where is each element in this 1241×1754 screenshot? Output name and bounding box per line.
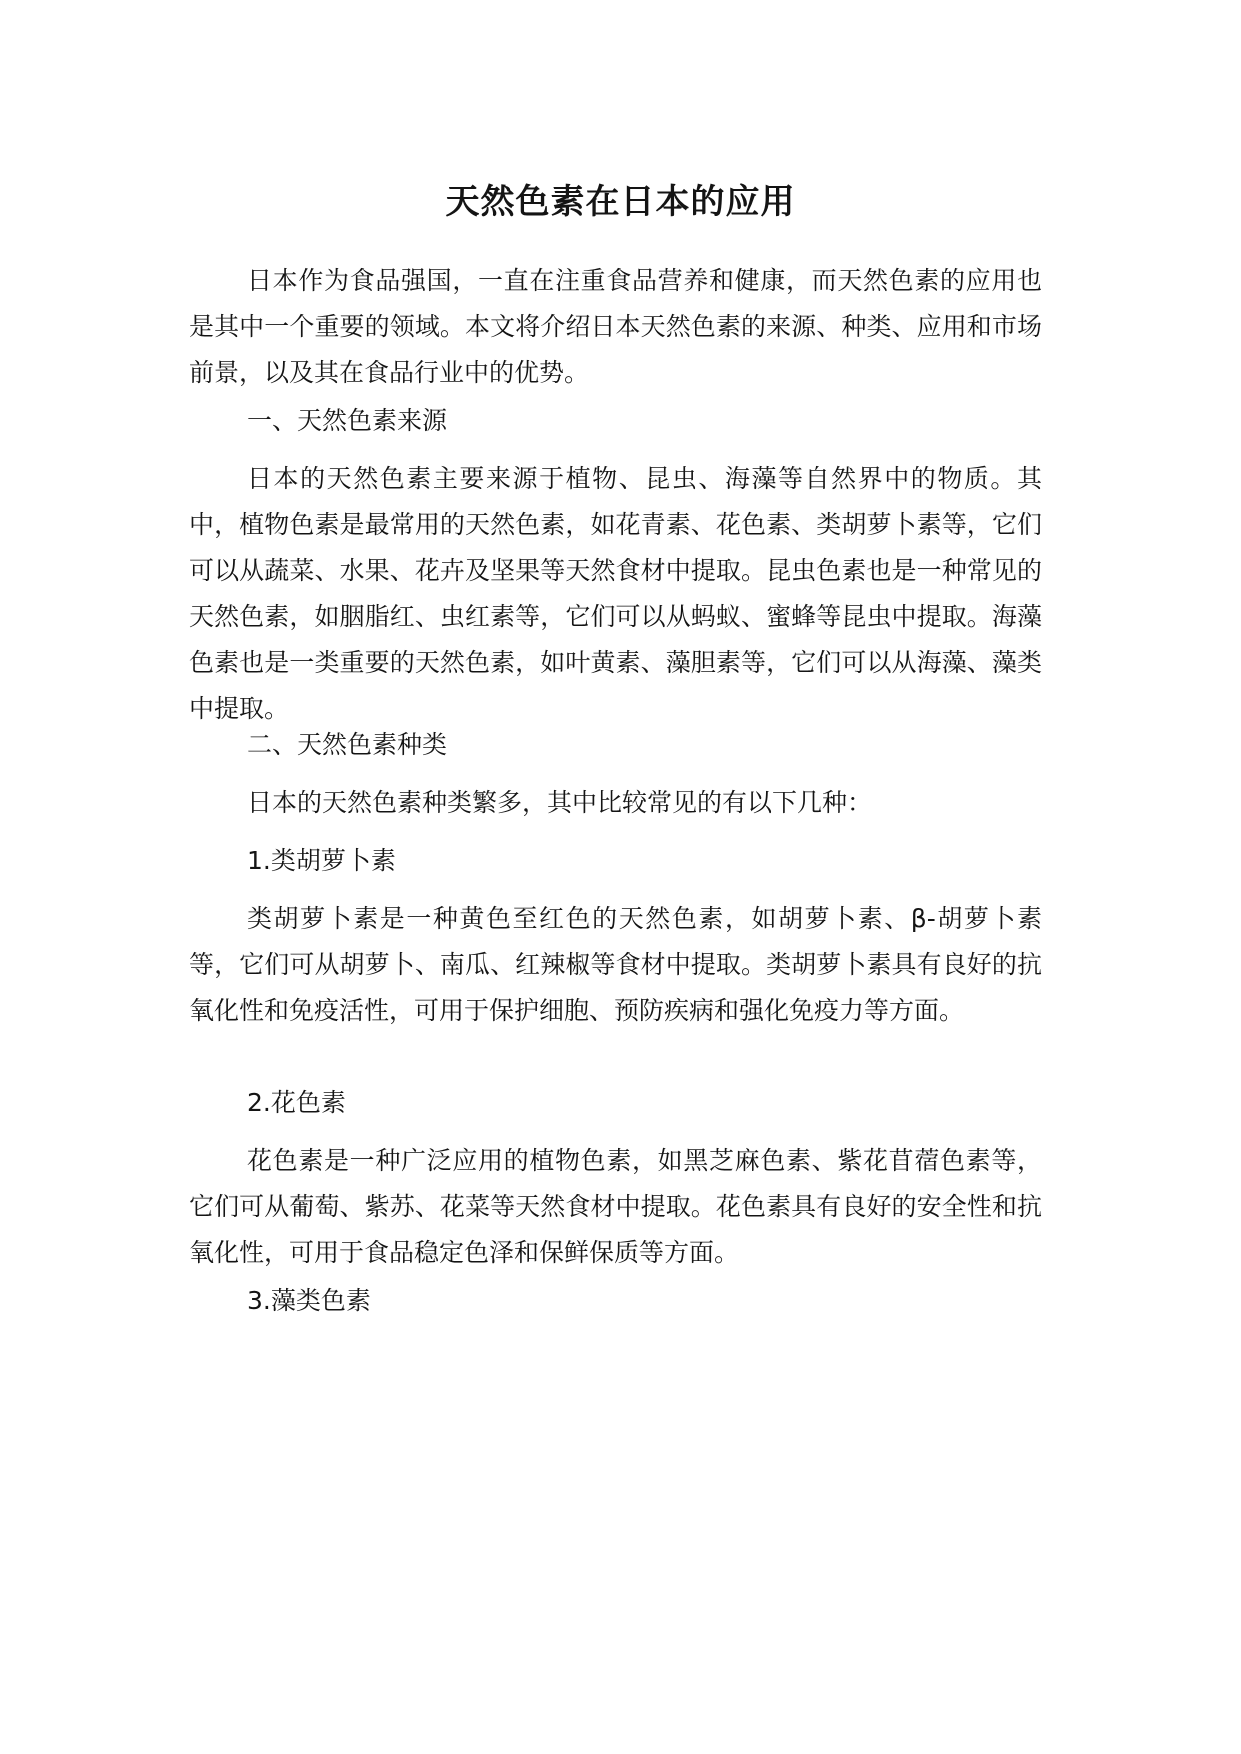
document-title: 天然色素在日本的应用 <box>445 182 796 222</box>
intro-paragraph: 日本作为食品强国，一直在注重食品营养和健康，而天然色素的应用也是其中一个重要的领域。本文将介绍日本天然色素的来源、种类、应用和市场前景，以及其在食品行业中的优势。 <box>189 266 1042 387</box>
subheading-carotenoids: 1.类胡萝卜素 <box>247 846 396 875</box>
types-intro-paragraph: 日本的天然色素种类繁多，其中比较常见的有以下几种： <box>247 788 873 817</box>
section-heading-sources: 一、天然色素来源 <box>247 406 448 435</box>
sources-paragraph: 日本的天然色素主要来源于植物、昆虫、海藻等自然界中的物质。其中，植物色素是最常用的天然色素，如花青素、花色素、类胡萝卜素等，它们可以从蔬菜、水果、花卉及坚果等天然食材中提取。昆虫色素也是一种常见的天然色素，如胭脂红、虫红素等，它们可以从蚂蚁、蜜蜂等昆虫中提取。海藻色素也是一类重要的天然色素，如叶黄素、藻胆素等，它们可以从海藻、藻类中提取。 <box>189 464 1042 723</box>
anthocyanins-paragraph: 花色素是一种广泛应用的植物色素，如黑芝麻色素、紫花苜蓿色素等，它们可从葡萄、紫苏、花菜等天然食材中提取。花色素具有良好的安全性和抗氧化性，可用于食品稳定色泽和保鲜保质等方面。 <box>189 1146 1042 1267</box>
section-heading-types: 二、天然色素种类 <box>247 730 448 759</box>
subheading-algal-pigments: 3.藻类色素 <box>247 1286 371 1315</box>
carotenoids-paragraph: 类胡萝卜素是一种黄色至红色的天然色素，如胡萝卜素、β-胡萝卜素等，它们可从胡萝卜、南瓜、红辣椒等食材中提取。类胡萝卜素具有良好的抗氧化性和免疫活性，可用于保护细胞、预防疾病和强化免疫力等方面。 <box>189 904 1042 1025</box>
subheading-anthocyanins: 2.花色素 <box>247 1088 346 1117</box>
